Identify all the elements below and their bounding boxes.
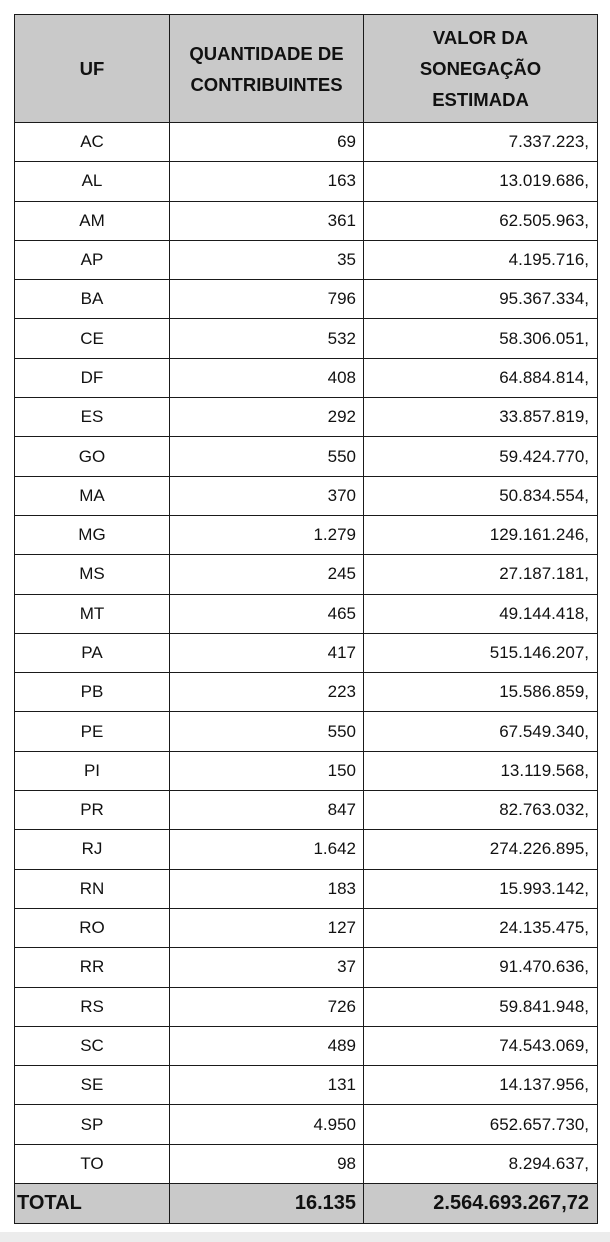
table-row <box>15 1144 598 1183</box>
cell-value: 27.187.181, <box>364 555 598 594</box>
cell-quantity: 1.279 <box>170 515 364 554</box>
table-row <box>15 1026 598 1065</box>
cell-quantity: 292 <box>170 398 364 437</box>
table-row <box>15 712 598 751</box>
total-row <box>15 1184 598 1224</box>
cell-value: 49.144.418, <box>364 594 598 633</box>
cell-uf: PR <box>15 791 170 830</box>
cell-uf: PB <box>15 673 170 712</box>
cell-quantity: 550 <box>170 437 364 476</box>
cell-uf: SE <box>15 1066 170 1105</box>
cell-value: 33.857.819, <box>364 398 598 437</box>
cell-quantity: 37 <box>170 948 364 987</box>
cell-uf: MT <box>15 594 170 633</box>
cell-quantity: 726 <box>170 987 364 1026</box>
table-row <box>15 358 598 397</box>
cell-quantity: 370 <box>170 476 364 515</box>
cell-value: 515.146.207, <box>364 633 598 672</box>
cell-uf: DF <box>15 358 170 397</box>
cell-value: 129.161.246, <box>364 515 598 554</box>
cell-value: 24.135.475, <box>364 908 598 947</box>
cell-uf: PE <box>15 712 170 751</box>
cell-value: 59.424.770, <box>364 437 598 476</box>
total-quantity: 16.135 <box>170 1184 364 1224</box>
cell-value: 64.884.814, <box>364 358 598 397</box>
cell-uf: AM <box>15 201 170 240</box>
table-row <box>15 633 598 672</box>
cell-quantity: 69 <box>170 123 364 162</box>
table-row <box>15 830 598 869</box>
cell-uf: SC <box>15 1026 170 1065</box>
cell-uf: RS <box>15 987 170 1026</box>
table-row <box>15 123 598 162</box>
header-quantity: QUANTIDADE DE CONTRIBUINTES <box>170 15 364 123</box>
table-row <box>15 673 598 712</box>
cell-quantity: 150 <box>170 751 364 790</box>
cell-uf: RJ <box>15 830 170 869</box>
cell-uf: RR <box>15 948 170 987</box>
cell-quantity: 532 <box>170 319 364 358</box>
table-row <box>15 948 598 987</box>
cell-value: 7.337.223, <box>364 123 598 162</box>
header-value: VALOR DA SONEGAÇÃO ESTIMADA <box>364 15 598 123</box>
cell-uf: PI <box>15 751 170 790</box>
table-row <box>15 555 598 594</box>
cell-value: 50.834.554, <box>364 476 598 515</box>
table-footer <box>15 1184 598 1224</box>
cell-value: 13.119.568, <box>364 751 598 790</box>
cell-uf: SP <box>15 1105 170 1144</box>
total-label: TOTAL <box>15 1184 170 1224</box>
table-row <box>15 515 598 554</box>
table-row <box>15 240 598 279</box>
cell-quantity: 245 <box>170 555 364 594</box>
cell-quantity: 550 <box>170 712 364 751</box>
table-row <box>15 1066 598 1105</box>
cell-uf: MG <box>15 515 170 554</box>
table-header <box>15 15 598 123</box>
cell-uf: ES <box>15 398 170 437</box>
total-value: 2.564.693.267,72 <box>364 1184 598 1224</box>
table-row <box>15 791 598 830</box>
cell-value: 652.657.730, <box>364 1105 598 1144</box>
cell-uf: AC <box>15 123 170 162</box>
cell-value: 62.505.963, <box>364 201 598 240</box>
cell-quantity: 417 <box>170 633 364 672</box>
table-row <box>15 319 598 358</box>
cell-value: 91.470.636, <box>364 948 598 987</box>
table-row <box>15 869 598 908</box>
cell-quantity: 223 <box>170 673 364 712</box>
cell-quantity: 1.642 <box>170 830 364 869</box>
cell-value: 67.549.340, <box>364 712 598 751</box>
cell-uf: PA <box>15 633 170 672</box>
cell-value: 14.137.956, <box>364 1066 598 1105</box>
cell-value: 59.841.948, <box>364 987 598 1026</box>
cell-value: 274.226.895, <box>364 830 598 869</box>
table-row <box>15 398 598 437</box>
cell-value: 15.993.142, <box>364 869 598 908</box>
cell-value: 4.195.716, <box>364 240 598 279</box>
cell-uf: CE <box>15 319 170 358</box>
cell-uf: BA <box>15 280 170 319</box>
table-row <box>15 280 598 319</box>
cell-quantity: 489 <box>170 1026 364 1065</box>
cell-uf: RN <box>15 869 170 908</box>
table-row <box>15 751 598 790</box>
cell-value: 8.294.637, <box>364 1144 598 1183</box>
cell-uf: AL <box>15 162 170 201</box>
cell-quantity: 98 <box>170 1144 364 1183</box>
header-uf: UF <box>15 15 170 123</box>
cell-uf: MA <box>15 476 170 515</box>
cell-uf: RO <box>15 908 170 947</box>
table-row <box>15 437 598 476</box>
cell-quantity: 127 <box>170 908 364 947</box>
cell-uf: GO <box>15 437 170 476</box>
table-row <box>15 1105 598 1144</box>
table-row <box>15 476 598 515</box>
cell-quantity: 4.950 <box>170 1105 364 1144</box>
table-row <box>15 908 598 947</box>
cell-quantity: 35 <box>170 240 364 279</box>
cell-value: 13.019.686, <box>364 162 598 201</box>
cell-value: 82.763.032, <box>364 791 598 830</box>
cell-quantity: 796 <box>170 280 364 319</box>
cell-quantity: 183 <box>170 869 364 908</box>
cell-value: 58.306.051, <box>364 319 598 358</box>
cell-quantity: 465 <box>170 594 364 633</box>
cell-value: 95.367.334, <box>364 280 598 319</box>
cell-uf: TO <box>15 1144 170 1183</box>
table-row <box>15 594 598 633</box>
table-row <box>15 162 598 201</box>
cell-value: 15.586.859, <box>364 673 598 712</box>
table-row <box>15 987 598 1026</box>
cell-quantity: 131 <box>170 1066 364 1105</box>
cell-quantity: 361 <box>170 201 364 240</box>
cell-uf: AP <box>15 240 170 279</box>
table-row <box>15 201 598 240</box>
cell-quantity: 847 <box>170 791 364 830</box>
cell-uf: MS <box>15 555 170 594</box>
cell-value: 74.543.069, <box>364 1026 598 1065</box>
header-row <box>15 15 598 123</box>
cell-quantity: 163 <box>170 162 364 201</box>
cell-quantity: 408 <box>170 358 364 397</box>
table-body <box>15 123 598 1184</box>
tax-evasion-table <box>14 14 598 1224</box>
